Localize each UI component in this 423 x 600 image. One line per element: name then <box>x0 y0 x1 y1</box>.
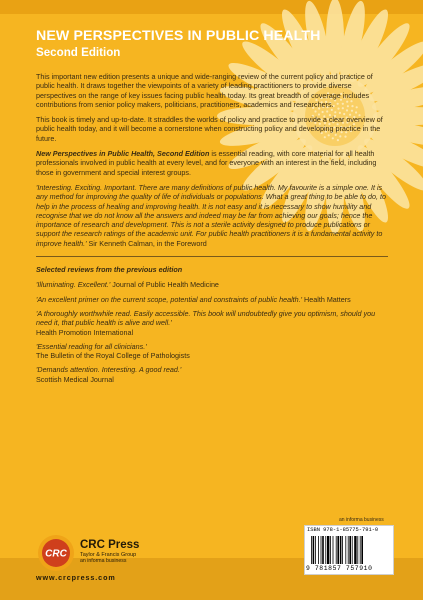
review-source: Scottish Medical Journal <box>36 374 114 384</box>
review-source: Health Promotion International <box>36 327 134 337</box>
review-item <box>36 365 388 384</box>
section-divider <box>36 256 388 257</box>
review-list <box>36 280 388 384</box>
review-source: Journal of Public Health Medicine <box>110 280 219 290</box>
review-item <box>36 309 388 337</box>
review-quote: 'Essential reading for all clinicians.' <box>36 341 147 351</box>
review-quote: 'An excellent primer on the current scope, potential and constraints of public health.' <box>36 294 303 304</box>
review-item <box>36 342 388 361</box>
svg-text:CRC: CRC <box>45 548 67 560</box>
blurb-paragraph: This important new edition presents a unique and wide-ranging review of the current policy and practice of public health. It draws together the viewpoints of a variety of leading practitioners to provide diverse perspectives on the range of key issues facing public health today. Its great breadth of coverage includes contributions from senior policy makers, politicians, practitioners, academics and researchers. <box>36 72 373 109</box>
barcode-bar <box>354 536 356 564</box>
barcode-bar <box>348 536 349 564</box>
barcode-bar <box>313 536 315 564</box>
barcode-bar <box>327 536 329 564</box>
barcode-bar <box>349 536 351 564</box>
publisher-name: CRC Press <box>80 539 140 551</box>
blurb-text: is essential reading, with core material for all health professionals involved in public health at every level, and for everyone with an interest in the field, including those in government and special interest groups. <box>36 149 377 177</box>
informa-tag: an informa business <box>339 517 384 523</box>
review-quote: 'Illuminating. Excellent.' <box>36 280 111 290</box>
review-source: Health Matters <box>302 294 351 304</box>
barcode-bar <box>345 536 346 564</box>
barcode-bar <box>318 536 319 564</box>
review-source: The Bulletin of the Royal College of Pathologists <box>36 351 190 361</box>
review-quote: 'Demands attention. Interesting. A good read.' <box>36 365 182 375</box>
barcode-bar <box>315 536 316 564</box>
barcode-bar <box>342 536 343 564</box>
title-emphasis: New Perspectives in Public Health, Second Edition <box>36 149 210 159</box>
book-edition: Second Edition <box>36 46 121 59</box>
barcode-bar <box>336 536 337 564</box>
foreword-source: Sir Kenneth Calman, in the Foreword <box>86 238 207 248</box>
book-title: NEW PERSPECTIVES IN PUBLIC HEALTH <box>36 28 321 44</box>
barcode-bar <box>340 536 342 564</box>
barcode-bar <box>357 536 358 564</box>
review-quote: 'A thoroughly worthwhile read. Easily accessible. This book will undoubtedly give you optimism, should you need it, that public health is alive and well.' <box>36 308 376 328</box>
foreword-quote-text: 'Interesting. Exciting. Important. There are many definitions of public health. My favourite is a simple one. It is any method for improving the quality of life of individuals or populations. What a great thing to be able to do, to help in the process of healing and improving health. It is not easy and it is necessary to show humility and recognise that we do not know all the answers and indeed may be far from achieving our goals; hence the importance of research and development. This is not a sterile activity designed to produce publications or support the research ratings of the academic unit. For public health practitioners it is a fundamental activity to improve health.' <box>36 182 387 248</box>
foreword-quote <box>36 183 388 248</box>
barcode-bar <box>352 536 353 564</box>
review-item <box>36 280 388 289</box>
barcode-number: 9 781857 757910 <box>306 565 373 572</box>
review-item <box>36 295 388 304</box>
barcode-bar <box>322 536 324 564</box>
blurb-paragraph <box>36 149 388 177</box>
back-cover-text <box>36 72 388 389</box>
isbn-label: ISBN 978-1-85775-791-0 <box>307 527 379 533</box>
barcode-bar <box>333 536 334 564</box>
blurb-paragraph: This book is timely and up-to-date. It straddles the worlds of policy and practice to provide a clear overview of public health today, and it will become a cornerstone when constructing policy and developing practice in the future. <box>36 115 383 143</box>
crc-press-logo <box>36 533 76 573</box>
barcode-bar <box>330 536 331 564</box>
barcode-bar <box>361 536 363 564</box>
barcode-bar <box>325 536 326 564</box>
publisher-website[interactable]: www.crcpress.com <box>36 573 116 582</box>
publisher-informa: an informa business <box>80 558 127 564</box>
barcode-bar <box>360 536 361 564</box>
barcode-bar <box>311 536 312 564</box>
barcode-bar <box>337 536 339 564</box>
publisher-group: Taylor & Francis Group <box>80 552 137 558</box>
reviews-heading: Selected reviews from the previous edition <box>36 265 183 275</box>
barcode-bar <box>321 536 322 564</box>
